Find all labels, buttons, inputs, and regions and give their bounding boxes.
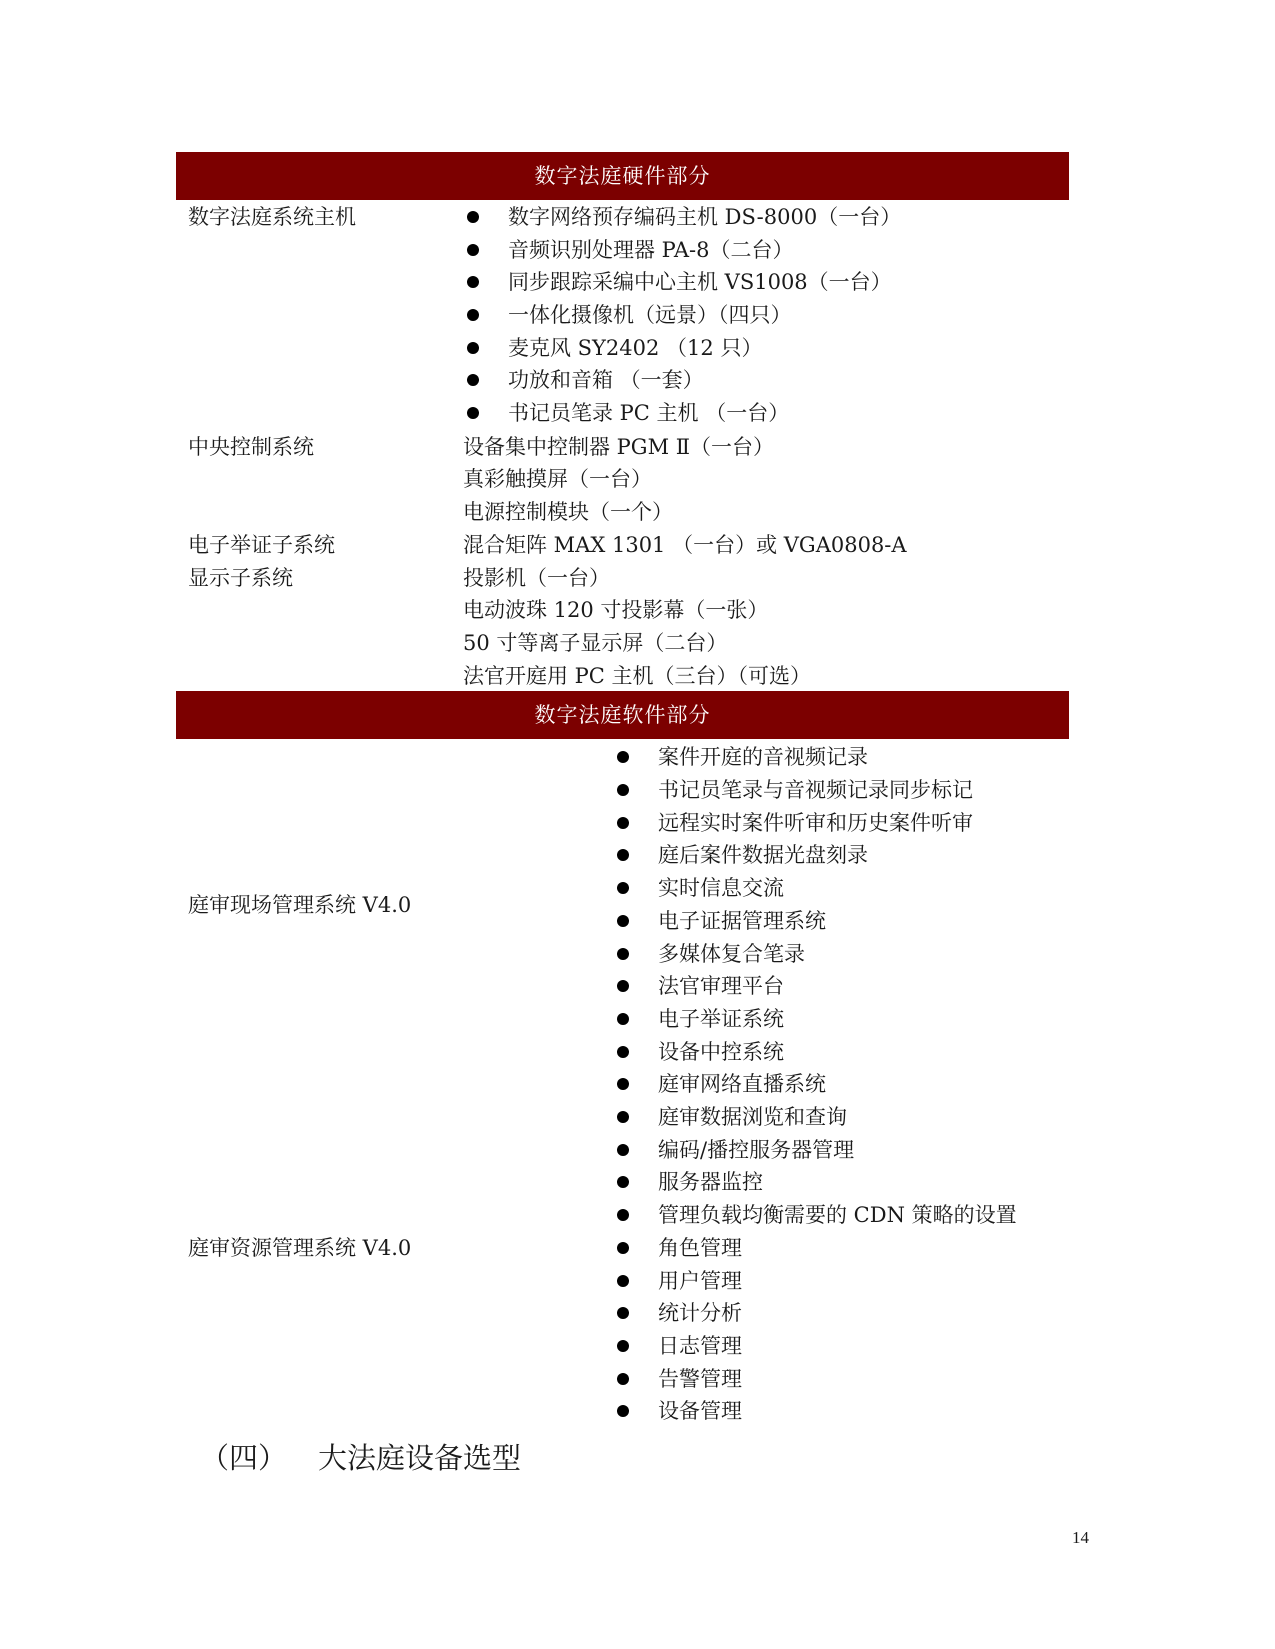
list-item: 音频识别处理器 PA-8（二台） [508,238,794,262]
list-item: 电源控制模块（一个） [463,500,673,524]
list-item: 真彩触摸屏（一台） [463,467,652,491]
bullet-icon [617,1111,629,1123]
bullet-icon [617,1176,629,1188]
bullet-icon [617,1078,629,1090]
list-item: 同步跟踪采编中心主机 VS1008（一台） [508,270,892,294]
section-heading [200,1436,521,1477]
section-title: 大法庭设备选型 [318,1441,522,1475]
row-label-evidence-subsystem: 电子举证子系统 [188,533,335,557]
list-item: 多媒体复合笔录 [658,942,805,966]
list-item: 设备管理 [658,1399,742,1423]
list-item: 服务器监控 [658,1170,763,1194]
list-item: 庭审网络直播系统 [658,1072,826,1096]
row-label-trial-resource-management: 庭审资源管理系统 V4.0 [188,1236,412,1260]
bullet-icon [467,309,479,321]
bullet-icon [617,1144,629,1156]
bullet-icon [617,1013,629,1025]
bullet-icon [617,1373,629,1385]
bullet-icon [617,817,629,829]
bullet-icon [617,1242,629,1254]
bullet-icon [617,980,629,992]
list-item: 远程实时案件听审和历史案件听审 [658,811,973,835]
bullet-icon [617,784,629,796]
bullet-icon [617,1275,629,1287]
hardware-section-header: 数字法庭硬件部分 [176,152,1069,200]
list-item: 电子举证系统 [658,1007,784,1031]
bullet-icon [467,211,479,223]
list-item: 混合矩阵 MAX 1301 （一台）或 VGA0808-A [463,533,907,557]
list-item: 编码/播控服务器管理 [658,1138,855,1162]
list-item: 50 寸等离子显示屏（二台） [463,631,728,655]
list-item: 数字网络预存编码主机 DS-8000（一台） [508,205,902,229]
list-item: 实时信息交流 [658,876,784,900]
list-item: 投影机（一台） [463,566,610,590]
bullet-icon [617,882,629,894]
list-item: 统计分析 [658,1301,742,1325]
list-item: 日志管理 [658,1334,742,1358]
row-label-system-host: 数字法庭系统主机 [188,205,356,229]
bullet-icon [617,1307,629,1319]
software-section-header: 数字法庭软件部分 [176,691,1069,739]
list-item: 案件开庭的音视频记录 [658,745,868,769]
list-item: 用户管理 [658,1269,742,1293]
bullet-icon [467,244,479,256]
row-label-central-control: 中央控制系统 [188,435,314,459]
bullet-icon [617,1340,629,1352]
bullet-icon [467,276,479,288]
bullet-icon [467,374,479,386]
row-label-trial-site-management: 庭审现场管理系统 V4.0 [188,893,412,917]
row-label-display-subsystem: 显示子系统 [188,566,293,590]
list-item: 麦克风 SY2402 （12 只） [508,336,763,360]
list-item: 功放和音箱 （一套） [508,368,704,392]
list-item: 法官审理平台 [658,974,784,998]
page-number: 14 [1072,1528,1089,1547]
bullet-icon [617,849,629,861]
bullet-icon [617,1405,629,1417]
list-item: 书记员笔录 PC 主机 （一台） [508,401,790,425]
list-item: 法官开庭用 PC 主机（三台）（可选） [463,664,812,688]
list-item: 电动波珠 120 寸投影幕（一张） [463,598,769,622]
list-item: 设备集中控制器 PGM Ⅱ（一台） [463,435,775,459]
section-number: （四） [200,1441,288,1475]
list-item: 管理负载均衡需要的 CDN 策略的设置 [658,1203,1017,1227]
list-item: 书记员笔录与音视频记录同步标记 [658,778,973,802]
bullet-icon [467,407,479,419]
bullet-icon [617,751,629,763]
bullet-icon [617,915,629,927]
bullet-icon [467,342,479,354]
bullet-icon [617,1209,629,1221]
list-item: 角色管理 [658,1236,742,1260]
list-item: 一体化摄像机（远景）（四只） [508,303,792,327]
list-item: 电子证据管理系统 [658,909,826,933]
bullet-icon [617,1046,629,1058]
bullet-icon [617,948,629,960]
list-item: 庭后案件数据光盘刻录 [658,843,868,867]
list-item: 告警管理 [658,1367,742,1391]
list-item: 庭审数据浏览和查询 [658,1105,847,1129]
list-item: 设备中控系统 [658,1040,784,1064]
